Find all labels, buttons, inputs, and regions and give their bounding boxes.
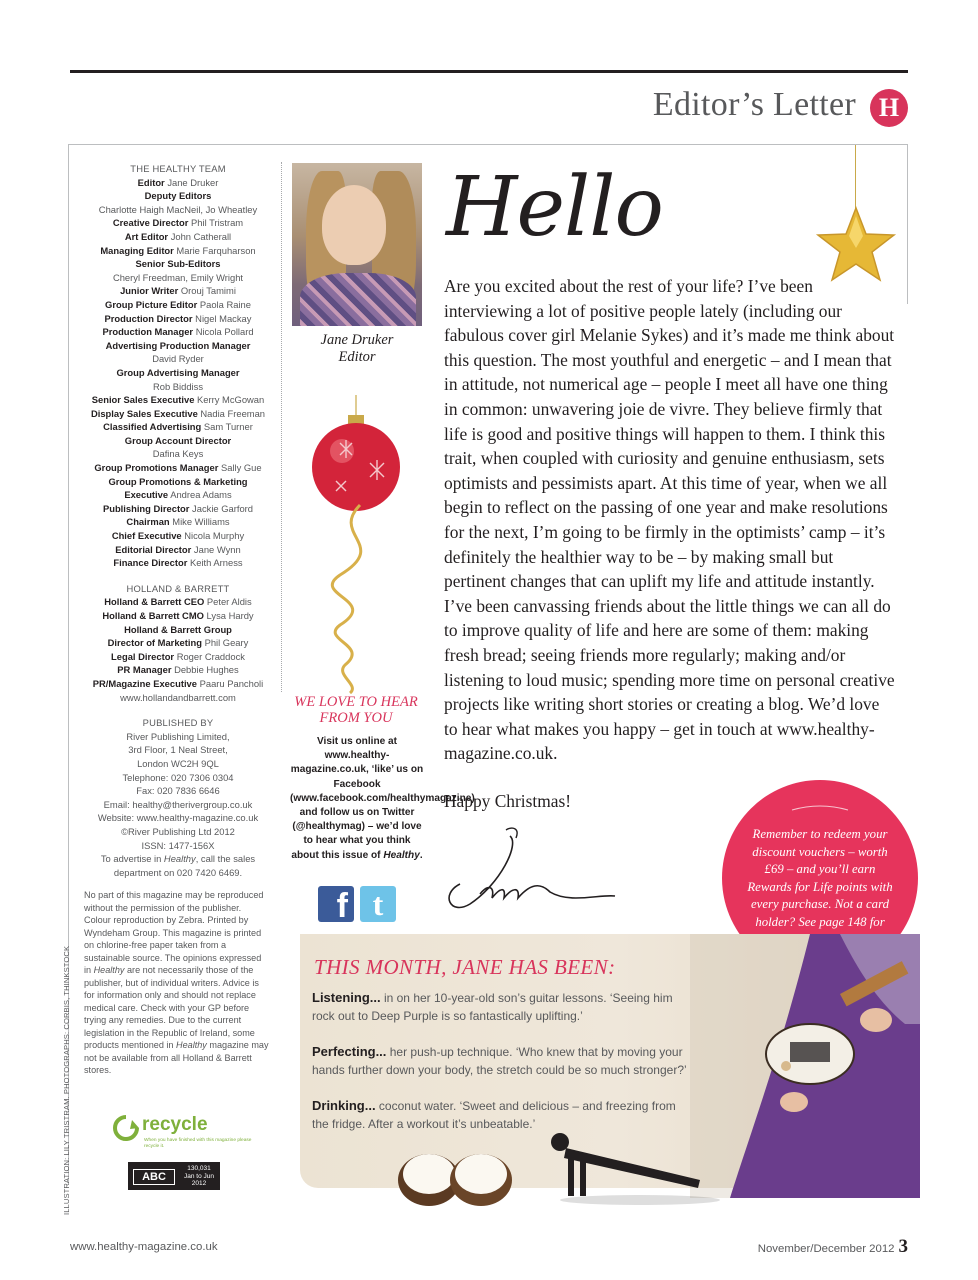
this-month-item-drinking: Drinking... coconut water. ‘Sweet and delicious – and freezing from the fridge. After a workout it’s unbeatable.’ [312,1098,676,1131]
credit-line: Rob Biddiss [152,380,204,392]
credit-line: Deputy Editors [144,190,212,202]
credit-line: Art Editor John Catherall [124,230,232,242]
footer-issue: November/December 2012 3 [757,1236,908,1257]
credit-line: Charlotte Haigh MacNeil, Jo Wheatley [98,203,258,215]
editor-signature [440,824,620,924]
this-month-item-perfecting: Perfecting... her push-up technique. ‘Who knew that by moving your hands further down your body, the stretch could be so much stronger?’ [312,1044,687,1077]
publisher-details [80,730,276,852]
recycle-word: recycle [142,1114,208,1135]
credit-line: Cheryl Freedman, Emily Wright [112,271,244,283]
hb-heading: HOLLAND & BARRETT [126,582,230,594]
credit-line: Group Picture Editor Paola Raine [105,298,251,310]
abc-logo: ABC [133,1169,175,1185]
credit-line: Creative Director Phil Tristram [112,217,244,229]
editor-caption: Jane Druker Editor [320,332,394,365]
letter-greeting: Hello [446,160,663,255]
section-title: Editor’s Letter [652,86,856,123]
credit-line: Group Promotions & Marketing [108,475,248,487]
credit-line: Finance Director Keith Arness [113,557,243,569]
credit-line: Group Account Director [124,434,232,446]
publisher-line: River Publishing Limited, [126,730,230,742]
credit-line: Chief Executive Nicola Murphy [111,530,245,542]
coconut-half-icon [448,1144,514,1208]
abc-certificate [128,1162,220,1190]
credit-line: Dafina Keys [152,448,204,460]
letter-signoff: Happy Christmas! [444,791,572,811]
credit-line: Managing Editor Marie Farquharson [100,244,256,256]
guitarist-photo [690,934,920,1198]
credit-line: Production Manager Nicola Pollard [102,326,254,338]
abc-figures: 130,031 Jan to Jun 2012 [184,1165,214,1188]
pushup-silhouette-icon [520,1118,720,1208]
credit-line: Executive Andrea Adams [124,489,232,501]
recycle-icon [112,1114,140,1142]
team-list [80,176,276,570]
legal-disclaimer: No part of this magazine may be reproduced without the permission of the publisher. Colour reproduction by Zebra. Printed by Wyndeham Group. This magazine is printed on chlorine-free paper taken from a sustainable source. The opinions expressed in Healthy are not necessarily those of the publisher, but of individual writers. Advice is for information only and should not replace medical care. Check with your GP before trying any remedies. Due to the current legislation in the Republic of Ireland, some products mentioned in Healthy magazine may not be available from all Holland & Barrett stores. [84,890,269,1075]
photo-credit-vertical: ILLUSTRATION: LILY TRISTRAM. PHOTOGRAPHS: CORBIS, THINKSTOCK [62,945,71,1215]
masthead-credits [80,162,276,879]
healthy-logo-badge: H [870,89,908,127]
page-number: 3 [898,1236,908,1257]
credit-line: PR/Magazine Executive Paaru Pancholi [92,677,264,689]
credit-line: Advertising Production Manager [105,339,251,351]
credit-line: Director of Marketing Phil Geary [107,637,249,649]
facebook-icon[interactable]: f [318,886,354,922]
credit-line: Editor Jane Druker [137,176,219,188]
footer-website: www.healthy-magazine.co.uk [70,1241,218,1253]
credit-line: Classified Advertising Sam Turner [103,421,253,433]
letter-body: Are you excited about the rest of your life? I’ve been interviewing a lot of positive people lately (including our fabulous cover girl Melanie Sykes) and it’s made me think about this question. The most youthful and energetic – and I mean that in attitude, not numerical age – people I meet all have one thing in common: unwavering joie de vivre. They believe firmly that life is good and positive things will happen to them. I think this trait, when coupled with curiosity and genuine enthusiasm, sets optimists and pessimists apart. At this time of year, when we all begin to reflect on the passing of one year and make resolutions for the next, I’m going to be firmly in the optimists’ camp – it’s definitely the healthier way to be – by making small but pertinent changes that can uplift my life and attitude instantly. I’ve been canvassing friends about the little things we can all do to improve quality of life and here are some of them: making fresh bread; seeing friends more regularly; making and/or listening to loud music; spending more time on personal creative projects like writing short stories or creating a blog. We’d love to hear what makes you happy – get in touch at www.healthy-magazine.co.uk. [444,276,895,764]
publisher-line: ©River Publishing Ltd 2012 [121,825,235,837]
frame-right-rule [907,144,908,304]
credit-line: Editorial Director Jane Wynn [115,543,241,555]
advertise-line: To advertise in Healthy, call the sales department on 020 7420 6469. [100,853,256,878]
recycle-note: When you have finished with this magazine please recycle it. [144,1138,252,1149]
promo-text: Remember to redeem your discount vouchers – worth £69 – and you’ll earn Rewards for Life points with every purchase. Not a card holder? See page 148 for [747,827,893,929]
we-love-body: Visit us online at www.healthy-magazine.co.uk, ‘like’ us on Facebook (www.facebook.com/healthymagazine) and follow us on Twitter (@healthymag) – we’d love to hear what you think about this issue of Healthy. [290,736,475,861]
credit-line: David Ryder [152,353,204,365]
publisher-line: Email: healthy@therivergroup.co.uk [103,798,253,810]
publisher-line: London WC2H 9QL [137,757,219,769]
publisher-line: Telephone: 020 7306 0304 [122,771,234,783]
editor-portrait [292,163,422,326]
credit-line: Senior Sales Executive Kerry McGowan [91,394,265,406]
publisher-line: Fax: 020 7836 6646 [136,785,220,797]
credit-line: Holland & Barrett CMO Lysa Hardy [102,610,254,621]
credit-line: www.hollandandbarrett.com [120,691,236,703]
twitter-icon[interactable]: t [360,886,396,922]
star-thread [855,145,856,209]
hb-list [80,595,276,704]
publisher-line: 3rd Floor, 1 Neal Street, [128,744,228,756]
credit-line: Legal Director Roger Craddock [111,650,245,662]
header-rule [70,70,908,73]
credit-line: PR Manager Debbie Hughes [117,664,239,676]
published-heading: PUBLISHED BY [142,717,214,729]
we-love-title: WE LOVE TO HEAR FROM YOU [294,694,418,726]
frame-top-rule [68,144,908,145]
credit-line: Holland & Barrett Group [124,623,232,635]
credit-line: Senior Sub-Editors [135,258,221,270]
credit-line: Chairman Mike Williams [126,516,230,528]
credit-line: Holland & Barrett CEO Peter Aldis [104,596,252,608]
credit-line: Publishing Director Jackie Garford [102,502,254,514]
publisher-line: ISSN: 1477-156X [141,839,215,851]
this-month-item-listening: Listening... in on her 10-year-old son’s guitar lessons. ‘Seeing him rock out to Deep Purple is so fantastically uplifting.’ [312,990,673,1023]
publisher-line: Website: www.healthy-magazine.co.uk [97,812,259,824]
team-heading: THE HEALTHY TEAM [130,163,226,174]
recycle-logo [112,1112,252,1160]
column-divider [281,162,282,692]
credit-line: Group Promotions Manager Sally Gue [94,462,262,474]
credit-line: Group Advertising Manager [116,366,240,378]
credit-line: Junior Writer Orouj Tamimi [120,285,236,297]
credit-line: Display Sales Executive Nadia Freeman [90,407,266,419]
credit-line: Production Director Nigel Mackay [104,312,252,324]
christmas-bauble-icon [300,395,412,695]
this-month-title: THIS MONTH, JANE HAS BEEN: [314,955,616,979]
